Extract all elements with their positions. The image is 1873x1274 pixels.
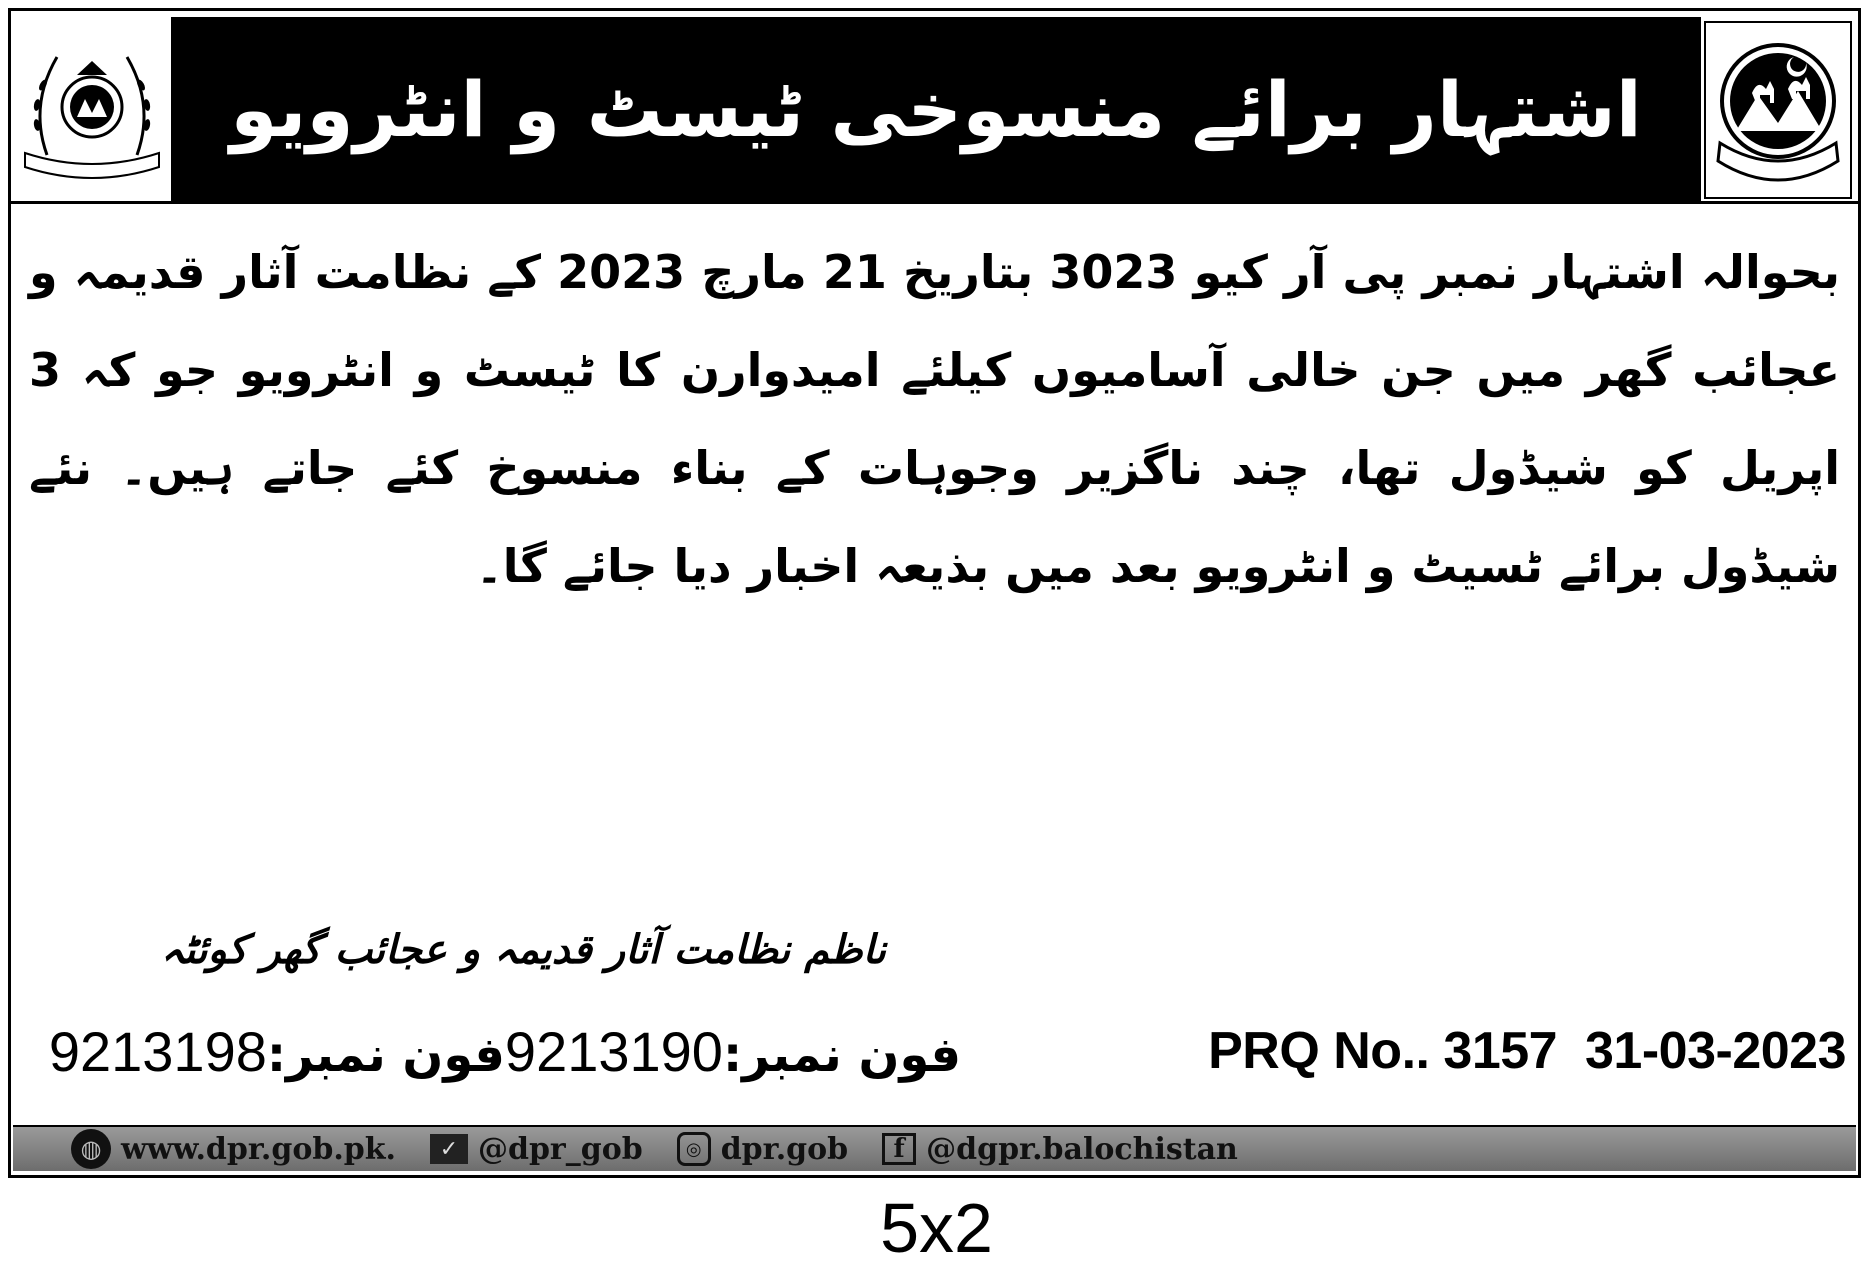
advertisement-frame [8, 8, 1861, 1178]
balochistan-government-emblem-icon [1704, 21, 1852, 199]
footer-website[interactable] [71, 1129, 396, 1169]
issuing-office: ناظم نظامت آثار قدیمہ و عجائب گھر کوئٹہ [160, 926, 886, 973]
ad-size-label: 5x2 [880, 1189, 993, 1267]
footer-twitter[interactable] [430, 1132, 643, 1167]
phone-label-2: فون نمبر: [266, 1027, 505, 1083]
instagram-icon: ◎ [677, 1132, 711, 1166]
phone-label-1: فون نمبر: [722, 1027, 961, 1083]
footer-strip [13, 1125, 1856, 1171]
facebook-icon: f [882, 1133, 916, 1165]
footer-facebook-text: @dgpr.balochistan [926, 1131, 1238, 1167]
phone-numbers [48, 1019, 961, 1084]
prq-number: PRQ No.. 3157 [1208, 1022, 1558, 1080]
notice-body: بحوالہ اشتہار نمبر پی آر کیو 3023 بتاریخ 21 مارچ 2023 کے نظامت آثار قدیمہ و عجائب گھر میں جن خالی آسامیوں کیلئے امیدوارن کا ٹیسٹ و انٹرویو جو کہ 3 اپریل کو شیڈول تھا، چند ناگزیر وجوہات کے بناء منسوخ کئے جاتے ہیں۔ نئے شیڈول برائے ٹسیٹ و انٹرویو بعد میں بذیعہ اخبار دیا جائے گا۔ [29, 245, 1840, 593]
prq-date: 31-03-2023 [1585, 1022, 1846, 1080]
footer-website-text: www.dpr.gob.pk. [121, 1131, 396, 1167]
page-title: اشتہار برائے منسوخی ٹیسٹ و انٹرویو [230, 64, 1642, 154]
phone-number-2: 9213198 [48, 1020, 267, 1083]
phone-number-1: 9213190 [504, 1020, 723, 1083]
footer-facebook[interactable] [882, 1132, 1238, 1167]
prq-reference [1208, 1021, 1846, 1081]
directorate-emblem-icon [17, 25, 167, 195]
title-band [171, 17, 1701, 201]
header-divider [11, 201, 1858, 204]
twitter-icon: ✓ [430, 1134, 468, 1164]
footer-instagram[interactable] [677, 1132, 848, 1167]
footer-twitter-text: @dpr_gob [477, 1131, 643, 1167]
header [11, 11, 1858, 199]
footer-instagram-text: dpr.gob [720, 1131, 849, 1167]
globe-icon: ◍ [71, 1129, 111, 1169]
